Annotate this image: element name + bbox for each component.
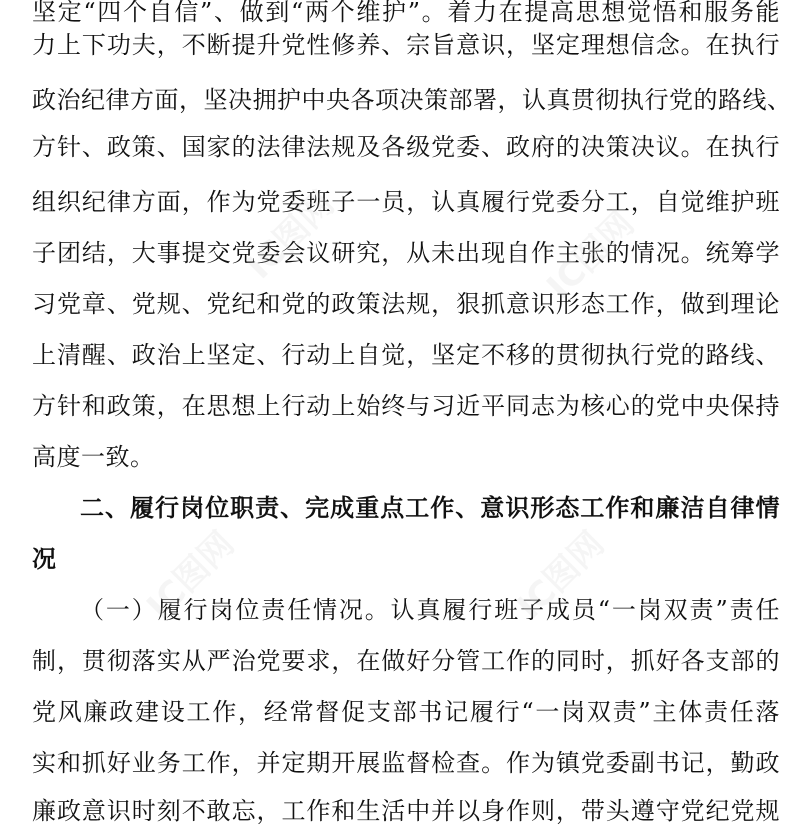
watermark: IC图网	[139, 524, 243, 627]
watermark: IC图网	[539, 204, 643, 307]
paragraph-line: 习党章、党规、党纪和党的政策法规，狠抓意识形态工作，做到理论	[32, 290, 780, 318]
paragraph-line: 高度一致。	[32, 443, 155, 471]
watermark: IC图网	[239, 184, 343, 287]
subsection-line: 实和抓好业务工作，并定期开展监督检查。作为镇党委副书记，勤政	[32, 749, 780, 777]
paragraph-line: 政治纪律方面，坚决拥护中央各项决策部署，认真贯彻执行党的路线、	[32, 86, 792, 114]
paragraph-line: 坚定“四个自信”、做到“两个维护”。着力在提高思想觉悟和服务能	[32, 0, 780, 26]
subsection-line: 党风廉政建设工作，经常督促支部书记履行“一岗双责”主体责任落	[32, 698, 780, 726]
subsection-line: （一）履行岗位责任情况。认真履行班子成员“一岗双责”责任	[80, 596, 780, 624]
paragraph-line: 上清醒、政治上坚定、行动上自觉，坚定不移的贯彻执行党的路线、	[32, 341, 780, 369]
section-heading-continuation: 况	[32, 545, 57, 573]
paragraph-line: 组织纪律方面，作为党委班子一员，认真履行党委分工，自觉维护班	[32, 188, 780, 216]
paragraph-line: 力上下功夫，不断提升党性修养、宗旨意识，坚定理想信念。在执行	[32, 31, 780, 59]
subsection-line: 廉政意识时刻不敢忘，工作和生活中并以身作则，带头遵守党纪党规	[32, 797, 780, 825]
watermark: IC图网	[509, 524, 613, 627]
paragraph-line: 方针、政策、国家的法律法规及各级党委、政府的决策决议。在执行	[32, 133, 780, 161]
paragraph-line: 方针和政策，在思想上行动上始终与习近平同志为核心的党中央保持	[32, 392, 780, 420]
paragraph-line: 子团结，大事提交党委会议研究，从未出现自作主张的情况。统筹学	[32, 239, 780, 267]
section-heading: 二、履行岗位职责、完成重点工作、意识形态工作和廉洁自律情	[80, 494, 780, 522]
subsection-line: 制，贯彻落实从严治党要求，在做好分管工作的同时，抓好各支部的	[32, 647, 780, 675]
